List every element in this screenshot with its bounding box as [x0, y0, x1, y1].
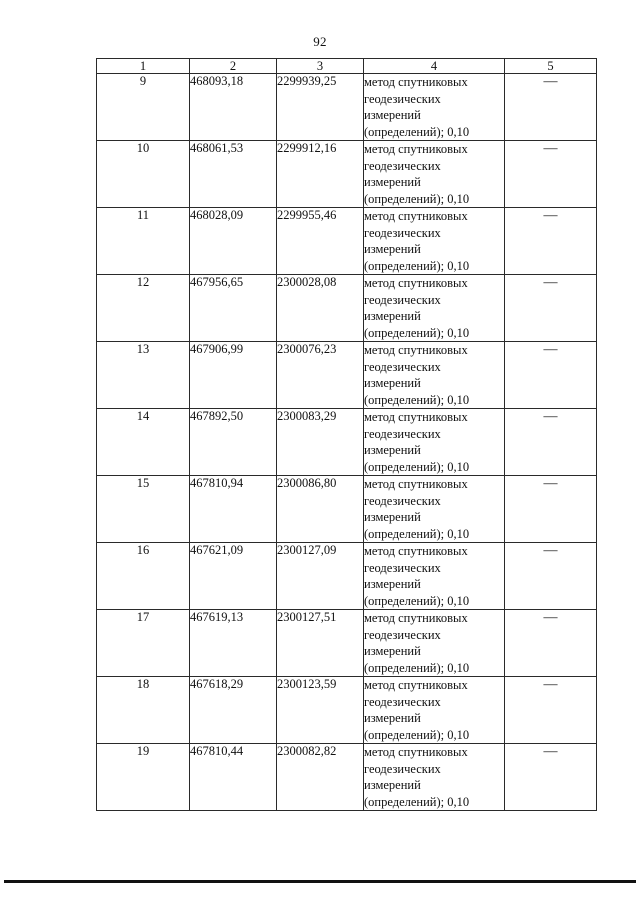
- method-cell: [364, 275, 505, 342]
- table-row: [97, 744, 597, 811]
- table-row: [97, 141, 597, 208]
- y-coordinate-cell: 2300076,23: [277, 342, 364, 409]
- x-coordinate-cell: 467810,44: [190, 744, 277, 811]
- column-header-2: 2: [190, 59, 277, 74]
- method-line: измерений: [364, 577, 421, 591]
- point-number-cell: 13: [97, 342, 190, 409]
- y-coordinate-cell: 2300082,82: [277, 744, 364, 811]
- method-line: (определений); 0,10: [364, 258, 470, 273]
- method-line: измерений: [364, 242, 421, 256]
- method-line: метод спутниковых: [364, 544, 468, 558]
- y-coordinate-cell: 2300028,08: [277, 275, 364, 342]
- method-line: метод спутниковых: [364, 343, 468, 357]
- y-coordinate-cell: 2300127,51: [277, 610, 364, 677]
- column-header-4: 4: [364, 59, 505, 74]
- point-number-cell: 11: [97, 208, 190, 275]
- point-number-cell: 14: [97, 409, 190, 476]
- table-row: [97, 74, 597, 141]
- method-cell: [364, 409, 505, 476]
- column-header-1: 1: [97, 59, 190, 74]
- column5-cell: —: [505, 342, 597, 409]
- method-line: измерений: [364, 108, 421, 122]
- table-row: [97, 677, 597, 744]
- point-number-cell: 17: [97, 610, 190, 677]
- x-coordinate-cell: 468093,18: [190, 74, 277, 141]
- y-coordinate-cell: 2300123,59: [277, 677, 364, 744]
- table-row: [97, 208, 597, 275]
- table-row: [97, 543, 597, 610]
- method-line: измерений: [364, 175, 421, 189]
- method-line: (определений); 0,10: [364, 526, 470, 541]
- method-line: измерений: [364, 711, 421, 725]
- table-row: [97, 409, 597, 476]
- method-line: измерений: [364, 443, 421, 457]
- method-cell: [364, 342, 505, 409]
- method-line: измерений: [364, 309, 421, 323]
- method-cell: [364, 744, 505, 811]
- method-line: (определений); 0,10: [364, 459, 470, 474]
- method-line: метод спутниковых: [364, 142, 468, 156]
- column5-cell: —: [505, 74, 597, 141]
- method-line: метод спутниковых: [364, 276, 468, 290]
- method-cell: [364, 543, 505, 610]
- y-coordinate-cell: 2300086,80: [277, 476, 364, 543]
- method-line: геодезических: [364, 359, 441, 374]
- method-line: измерений: [364, 778, 421, 792]
- method-line: (определений); 0,10: [364, 325, 470, 340]
- method-line: (определений); 0,10: [364, 593, 470, 608]
- method-line: измерений: [364, 644, 421, 658]
- table-header-row: [97, 59, 597, 74]
- method-line: (определений); 0,10: [364, 124, 470, 139]
- method-cell: [364, 141, 505, 208]
- method-line: геодезических: [364, 627, 441, 642]
- x-coordinate-cell: 467892,50: [190, 409, 277, 476]
- method-line: геодезических: [364, 493, 441, 508]
- table-body: [97, 74, 597, 811]
- column-header-5: 5: [505, 59, 597, 74]
- method-line: метод спутниковых: [364, 745, 468, 759]
- y-coordinate-cell: 2299912,16: [277, 141, 364, 208]
- method-line: (определений); 0,10: [364, 660, 470, 675]
- column5-cell: —: [505, 610, 597, 677]
- table-row: [97, 342, 597, 409]
- x-coordinate-cell: 468061,53: [190, 141, 277, 208]
- method-line: геодезических: [364, 761, 441, 776]
- point-number-cell: 9: [97, 74, 190, 141]
- y-coordinate-cell: 2299955,46: [277, 208, 364, 275]
- method-line: метод спутниковых: [364, 410, 468, 424]
- page-number: 92: [313, 34, 327, 49]
- point-number-cell: 12: [97, 275, 190, 342]
- method-line: метод спутниковых: [364, 209, 468, 223]
- x-coordinate-cell: 467619,13: [190, 610, 277, 677]
- x-coordinate-cell: 467906,99: [190, 342, 277, 409]
- method-line: геодезических: [364, 292, 441, 307]
- method-line: геодезических: [364, 426, 441, 441]
- method-cell: [364, 208, 505, 275]
- method-line: метод спутниковых: [364, 75, 468, 89]
- method-cell: [364, 610, 505, 677]
- method-line: геодезических: [364, 91, 441, 106]
- x-coordinate-cell: 467810,94: [190, 476, 277, 543]
- bottom-rule: [4, 880, 636, 883]
- method-line: (определений); 0,10: [364, 392, 470, 407]
- point-number-cell: 18: [97, 677, 190, 744]
- column5-cell: —: [505, 141, 597, 208]
- table-row: [97, 476, 597, 543]
- column5-cell: —: [505, 543, 597, 610]
- method-line: геодезических: [364, 158, 441, 173]
- x-coordinate-cell: 467956,65: [190, 275, 277, 342]
- y-coordinate-cell: 2300127,09: [277, 543, 364, 610]
- method-line: геодезических: [364, 560, 441, 575]
- point-number-cell: 10: [97, 141, 190, 208]
- method-line: измерений: [364, 376, 421, 390]
- x-coordinate-cell: 467618,29: [190, 677, 277, 744]
- column5-cell: —: [505, 744, 597, 811]
- coordinates-table: [96, 58, 597, 811]
- column5-cell: —: [505, 409, 597, 476]
- method-line: геодезических: [364, 225, 441, 240]
- method-line: (определений); 0,10: [364, 727, 470, 742]
- method-cell: [364, 677, 505, 744]
- table-header: [97, 59, 597, 74]
- point-number-cell: 15: [97, 476, 190, 543]
- table-row: [97, 275, 597, 342]
- method-line: геодезических: [364, 694, 441, 709]
- y-coordinate-cell: 2300083,29: [277, 409, 364, 476]
- x-coordinate-cell: 468028,09: [190, 208, 277, 275]
- column-header-3: 3: [277, 59, 364, 74]
- column5-cell: —: [505, 275, 597, 342]
- x-coordinate-cell: 467621,09: [190, 543, 277, 610]
- method-line: метод спутниковых: [364, 611, 468, 625]
- method-line: (определений); 0,10: [364, 794, 470, 809]
- point-number-cell: 19: [97, 744, 190, 811]
- y-coordinate-cell: 2299939,25: [277, 74, 364, 141]
- method-line: метод спутниковых: [364, 477, 468, 491]
- method-cell: [364, 74, 505, 141]
- point-number-cell: 16: [97, 543, 190, 610]
- method-cell: [364, 476, 505, 543]
- method-line: измерений: [364, 510, 421, 524]
- method-line: метод спутниковых: [364, 678, 468, 692]
- column5-cell: —: [505, 476, 597, 543]
- column5-cell: —: [505, 677, 597, 744]
- table-row: [97, 610, 597, 677]
- column5-cell: —: [505, 208, 597, 275]
- method-line: (определений); 0,10: [364, 191, 470, 206]
